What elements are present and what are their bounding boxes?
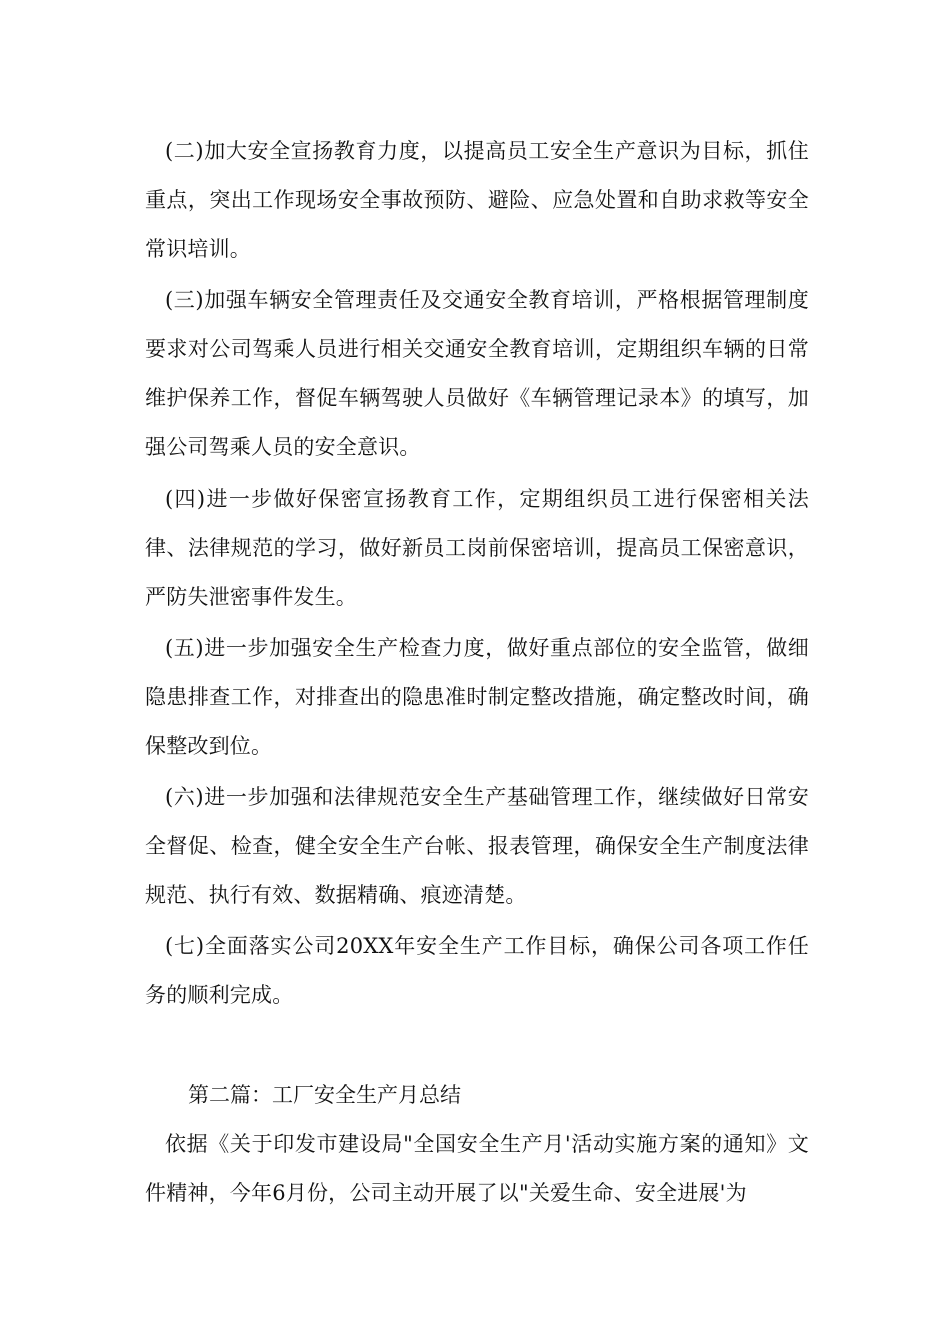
paragraph-4: (四)进一步做好保密宣扬教育工作，定期组织员工进行保密相关法律、法律规范的学习，做好新员工岗前保密培训，提高员工保密意识，严防失泄密事件发生。 [145, 487, 809, 609]
paragraph-2: (二)加大安全宣扬教育力度，以提高员工安全生产意识为目标，抓住重点，突出工作现场安全事故预防、避险、应急处置和自助求救等安全常识培训。 [145, 139, 809, 261]
section-heading: 第二篇：工厂安全生产月总结 [188, 1083, 461, 1107]
paragraph-5: (五)进一步加强安全生产检查力度，做好重点部位的安全监管，做细隐患排查工作，对排查出的隐患准时制定整改措施，确定整改时间，确保整改到位。 [145, 636, 809, 758]
intro-paragraph: 依据《关于印发市建设局"全国安全生产月'活动实施方案的通知》文件精神，今年6月份，公司主动开展了以"关爱生命、安全进展'为 [145, 1132, 809, 1205]
paragraph-3: (三)加强车辆安全管理责任及交通安全教育培训，严格根据管理制度要求对公司驾乘人员进行相关交通安全教育培训，定期组织车辆的日常维护保养工作，督促车辆驾驶人员做好《车辆管理记录本》的填写，加强公司驾乘人员的安全意识。 [145, 288, 809, 459]
paragraph-7: (七)全面落实公司20XX年安全生产工作目标，确保公司各项工作任务的顺利完成。 [145, 934, 809, 1007]
paragraph-6: (六)进一步加强和法律规范安全生产基础管理工作，继续做好日常安全督促、检查，健全安全生产台帐、报表管理，确保安全生产制度法律规范、执行有效、数据精确、痕迹清楚。 [145, 785, 809, 907]
